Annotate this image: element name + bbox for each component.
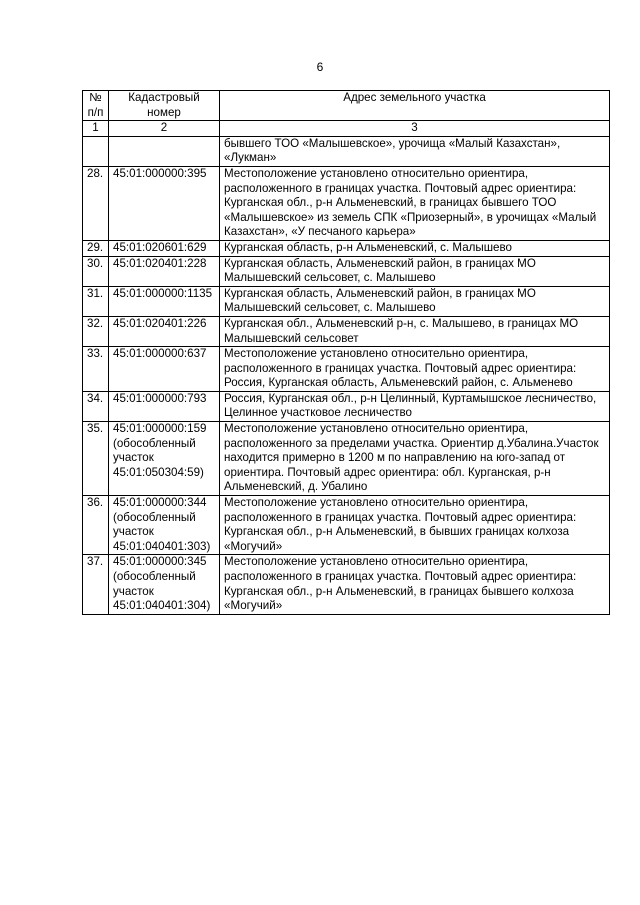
cadastral-number: 45:01:000000:345 (обособленный участок 45:01:040401:304) bbox=[109, 555, 220, 614]
table-row bbox=[83, 136, 610, 166]
table-row bbox=[83, 166, 610, 240]
table-row bbox=[83, 256, 610, 286]
land-plots-table bbox=[82, 90, 610, 615]
column-number-1: 1 bbox=[83, 121, 109, 137]
cadastral-number: 45:01:020401:228 bbox=[109, 256, 220, 286]
plot-address: Местоположение установлено относительно ориентира, расположенного в границах участка. Почтовый адрес ориентира: Курганская обл., р-н Альменевский, в границах бывшего колхоза «Могучий» bbox=[220, 555, 610, 614]
cadastral-number: 45:01:000000:1135 bbox=[109, 286, 220, 316]
row-number: 30. bbox=[83, 256, 109, 286]
row-number: 33. bbox=[83, 347, 109, 392]
row-number: 36. bbox=[83, 496, 109, 555]
row-number: 29. bbox=[83, 240, 109, 256]
plot-address: бывшего ТОО «Малышевское», урочища «Малый Казахстан», «Лукман» bbox=[220, 136, 610, 166]
row-number: 31. bbox=[83, 286, 109, 316]
column-numbering-row bbox=[83, 121, 610, 137]
table-row bbox=[83, 391, 610, 421]
table-row bbox=[83, 347, 610, 392]
table-row bbox=[83, 240, 610, 256]
row-number: 32. bbox=[83, 316, 109, 346]
header-number: № п/п bbox=[83, 91, 109, 121]
plot-address: Россия, Курганская обл., р-н Целинный, Куртамышское лесничество, Целинное участковое лесничество bbox=[220, 391, 610, 421]
table-row bbox=[83, 316, 610, 346]
cadastral-number: 45:01:000000:344 (обособленный участок 45:01:040401:303) bbox=[109, 496, 220, 555]
plot-address: Курганская область, р-н Альменевский, с. Малышево bbox=[220, 240, 610, 256]
column-number-2: 2 bbox=[109, 121, 220, 137]
cadastral-number bbox=[109, 136, 220, 166]
table-row bbox=[83, 555, 610, 614]
header-cadastral: Кадастровый номер bbox=[109, 91, 220, 121]
cadastral-number: 45:01:000000:159 (обособленный участок 45:01:050304:59) bbox=[109, 422, 220, 496]
plot-address: Местоположение установлено относительно ориентира, расположенного в границах участка. Почтовый адрес ориентира: Курганская обл., р-н Альменевский, в границах бывшего ТОО «Малышевское» из земель СПК «Приозерный», в урочищах «Малый Казахстан», «У песчаного карьера» bbox=[220, 166, 610, 240]
column-number-3: 3 bbox=[220, 121, 610, 137]
row-number: 35. bbox=[83, 422, 109, 496]
cadastral-number: 45:01:000000:793 bbox=[109, 391, 220, 421]
table-row bbox=[83, 286, 610, 316]
plot-address: Курганская область, Альменевский район, в границах МО Малышевский сельсовет, с. Малышево bbox=[220, 286, 610, 316]
plot-address: Курганская обл., Альменевский р-н, с. Малышево, в границах МО Малышевский сельсовет bbox=[220, 316, 610, 346]
plot-address: Местоположение установлено относительно ориентира, расположенного в границах участка. Почтовый адрес ориентира: Россия, Курганская область, Альменевский район, с. Альменево bbox=[220, 347, 610, 392]
table-row bbox=[83, 422, 610, 496]
cadastral-number: 45:01:020401:226 bbox=[109, 316, 220, 346]
row-number bbox=[83, 136, 109, 166]
plot-address: Местоположение установлено относительно ориентира, расположенного в границах участка. Почтовый адрес ориентира: Курганская обл., р-н Альменевский, в бывших границах колхоза «Могучий» bbox=[220, 496, 610, 555]
plot-address: Местоположение установлено относительно ориентира, расположенного за пределами участка. Ориентир д.Убалина.Участок находится примерно в 1200 м по направлению на юго-запад от ориентира. Почтовый адрес ориентира: обл. Курганская, р-н Альменевский, д. Убалино bbox=[220, 422, 610, 496]
table-row bbox=[83, 496, 610, 555]
header-address: Адрес земельного участка bbox=[220, 91, 610, 121]
row-number: 28. bbox=[83, 166, 109, 240]
plot-address: Курганская область, Альменевский район, в границах МО Малышевский сельсовет, с. Малышево bbox=[220, 256, 610, 286]
table-header-row bbox=[83, 91, 610, 121]
row-number: 37. bbox=[83, 555, 109, 614]
page-number: 6 bbox=[316, 60, 324, 74]
cadastral-number: 45:01:000000:637 bbox=[109, 347, 220, 392]
cadastral-number: 45:01:000000:395 bbox=[109, 166, 220, 240]
row-number: 34. bbox=[83, 391, 109, 421]
cadastral-number: 45:01:020601:629 bbox=[109, 240, 220, 256]
